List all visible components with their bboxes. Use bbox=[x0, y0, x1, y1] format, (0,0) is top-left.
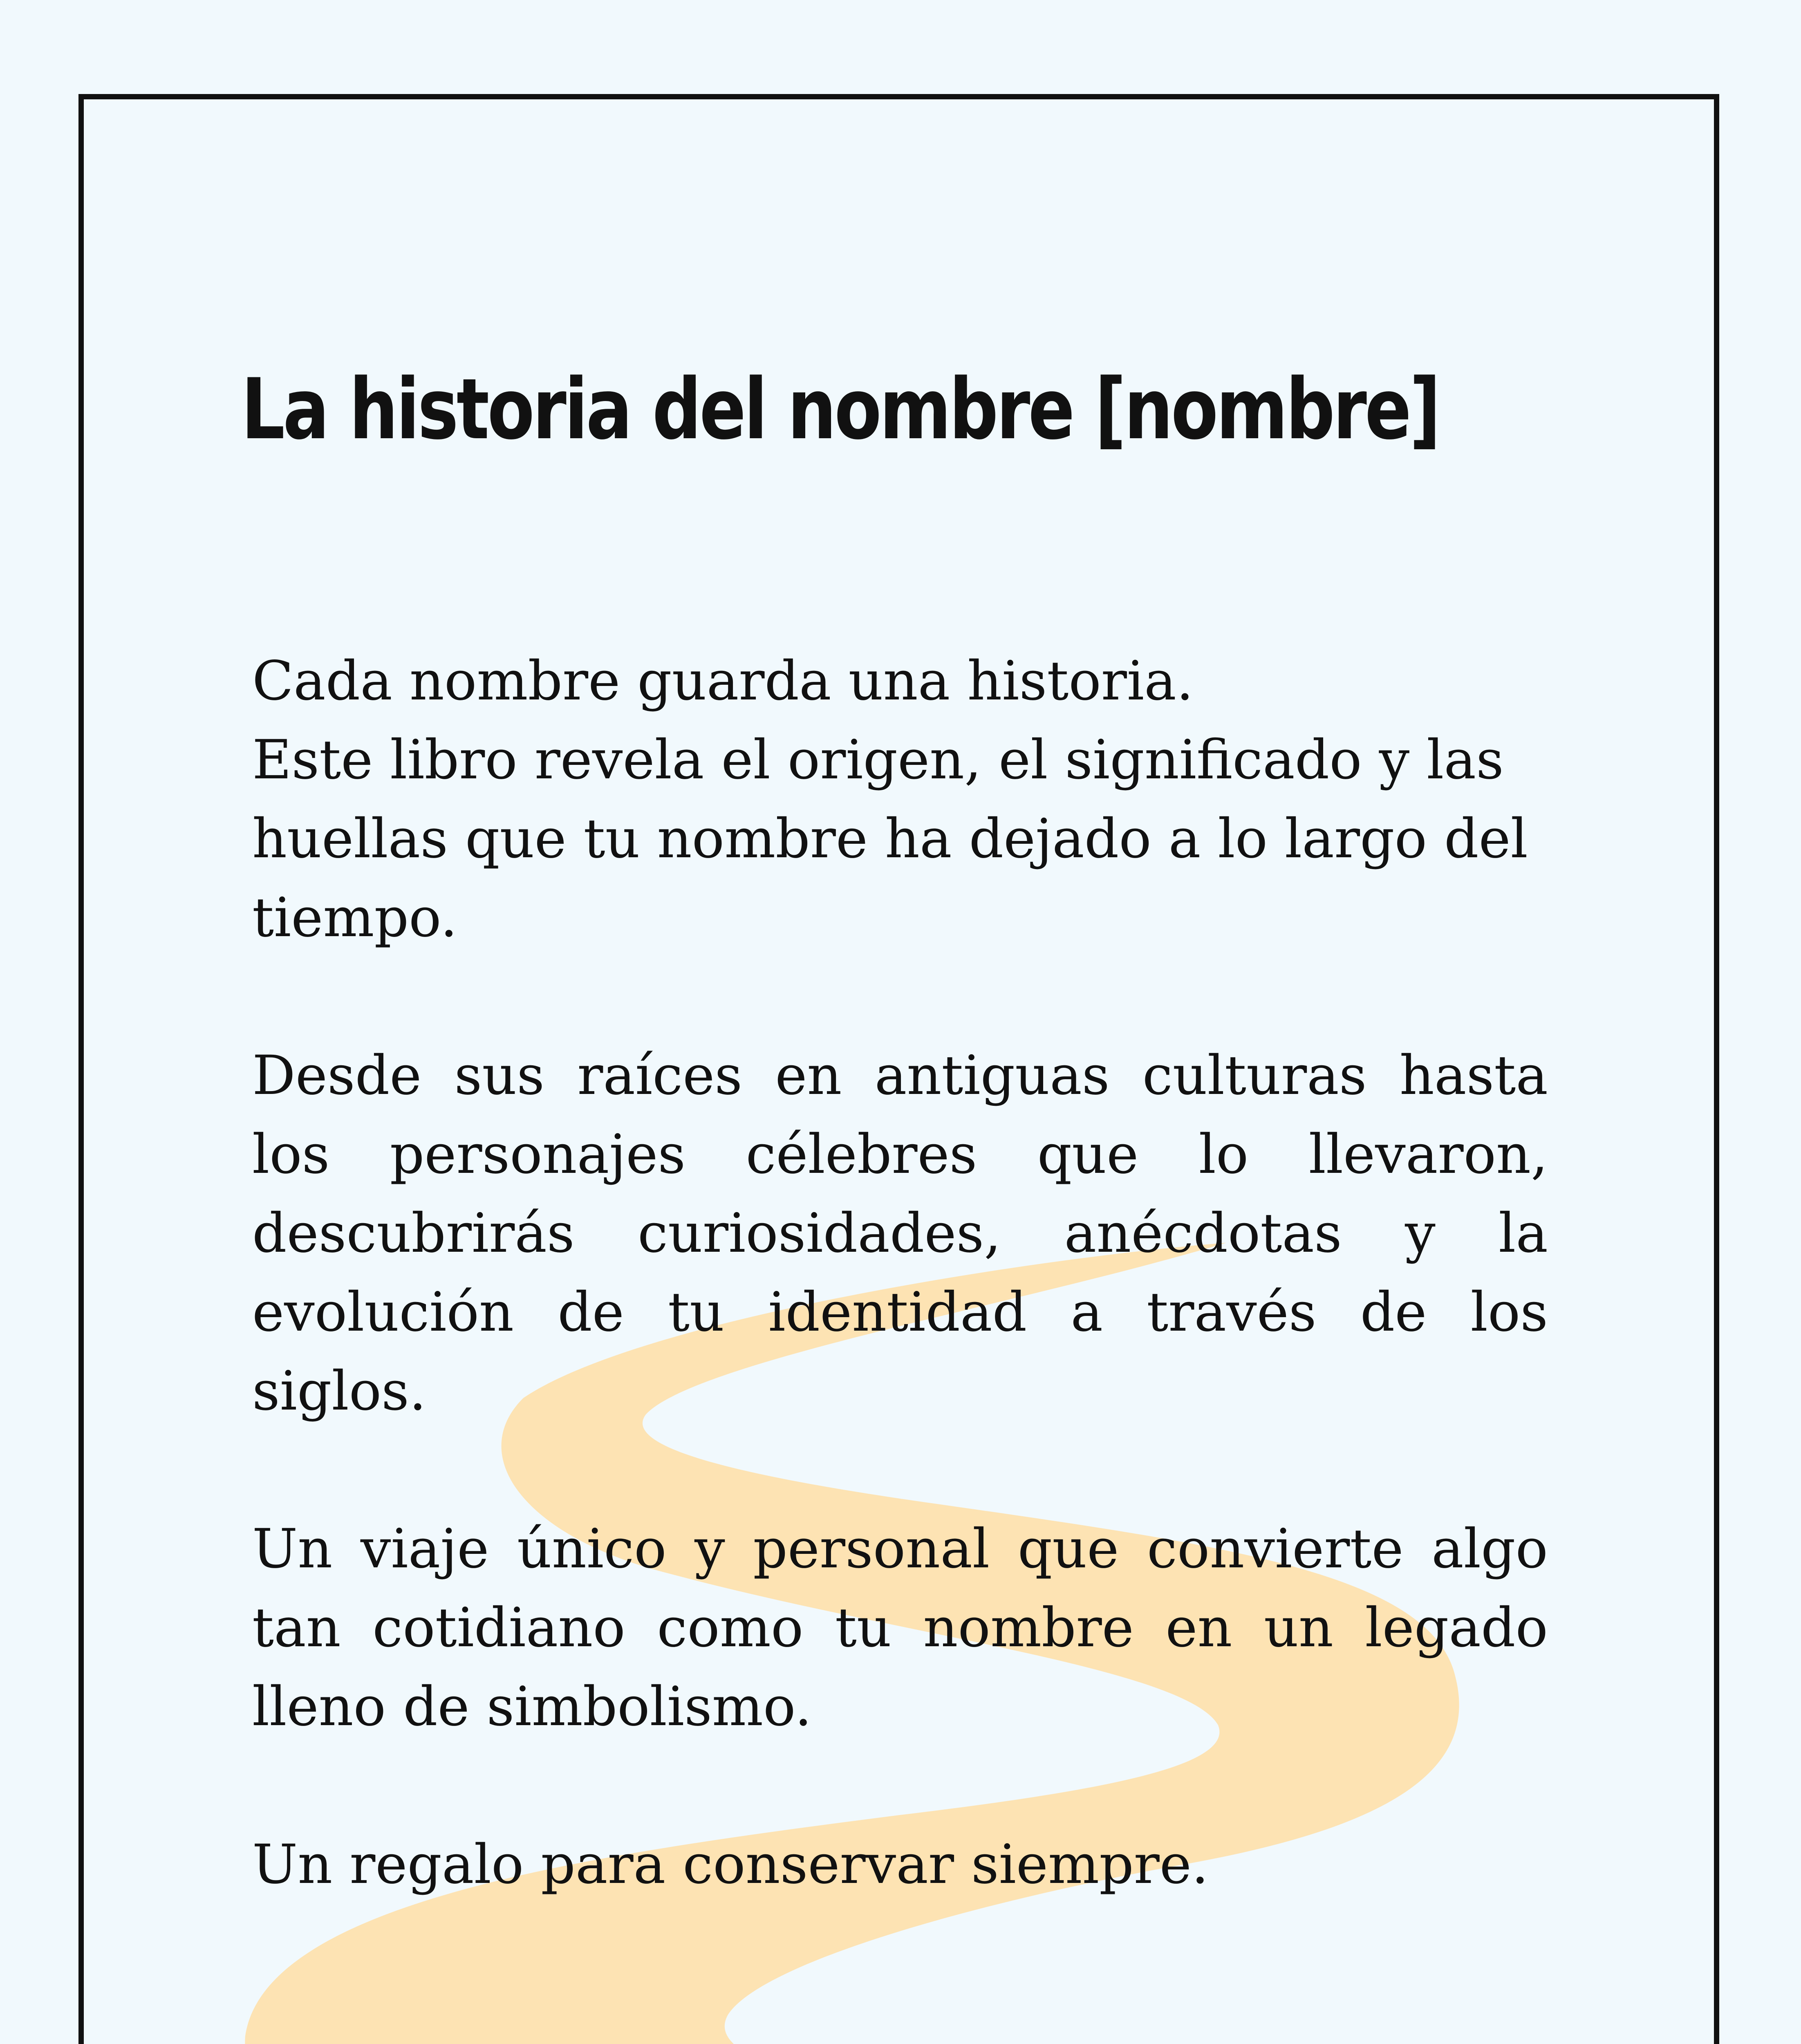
intro-line-2: Este libro revela el origen, el significado y las huellas que tu nombre ha dejado a lo largo del tiempo. bbox=[252, 728, 1528, 949]
paragraph-gift: Un regalo para conservar siempre. bbox=[252, 1833, 1209, 1896]
paragraph-intro bbox=[252, 642, 1548, 957]
paragraph-roots: Desde sus raíces en antiguas culturas hasta los personajes célebres que lo llevaron, descubrirás curiosidades, anécdotas y la evolución de tu identidad a través de los siglos. bbox=[252, 1044, 1548, 1423]
body-text bbox=[252, 642, 1548, 1983]
paragraph-journey: Un viaje único y personal que convierte algo tan cotidiano como tu nombre en un legado lleno de simbolismo. bbox=[252, 1517, 1548, 1738]
intro-line-1: Cada nombre guarda una historia. bbox=[252, 650, 1194, 713]
page-title: La historia del nombre [nombre] bbox=[241, 361, 1439, 458]
